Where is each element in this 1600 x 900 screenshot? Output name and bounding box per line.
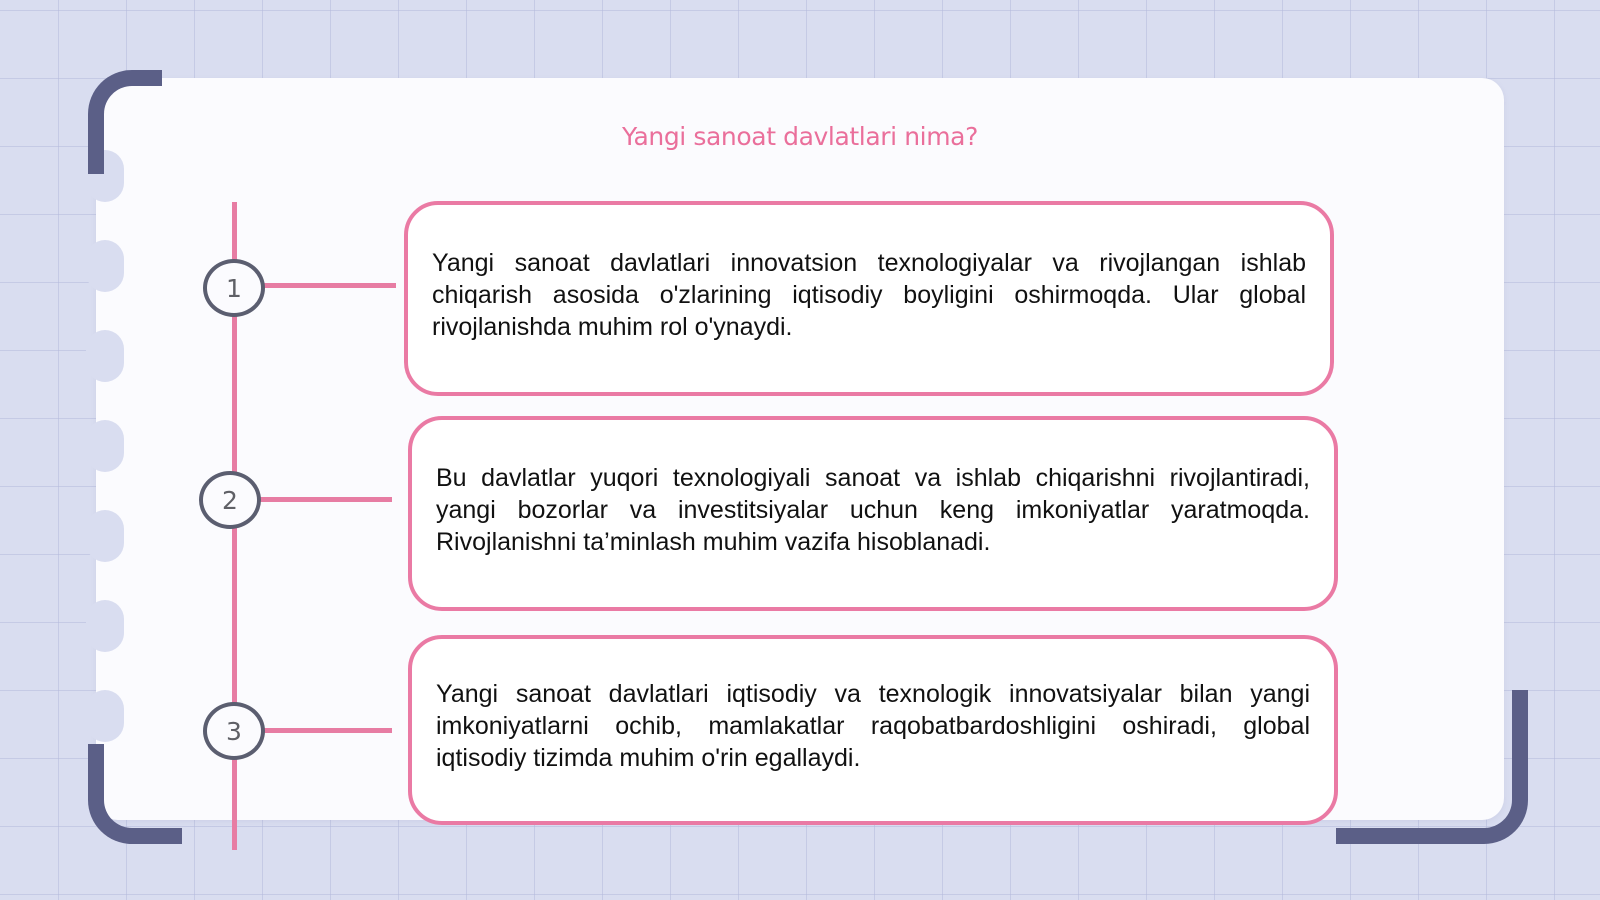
- step-number-1: 1: [203, 259, 265, 317]
- timeline-connector: [264, 728, 392, 733]
- step-card-2: [408, 416, 1338, 611]
- paper-notch: [86, 330, 124, 382]
- paper-notch: [86, 240, 124, 292]
- corner-bracket-top-left: [88, 70, 162, 174]
- paper-notch: [86, 420, 124, 472]
- corner-bracket-bottom-right: [1336, 690, 1528, 844]
- paper-notch: [86, 690, 124, 742]
- timeline-connector: [264, 283, 396, 288]
- paper-notch: [86, 510, 124, 562]
- corner-bracket-bottom-left: [88, 744, 182, 844]
- slide-title: Yangi sanoat davlatlari nima?: [622, 122, 978, 151]
- step-card-text: Bu davlatlar yuqori texnologiyali sanoat va ishlab chiqarishni rivojlantiradi, yangi bozorlar va investitsiyalar uchun keng imkoniyatlar yaratmoqda. Rivojlanishni ta’minlash muhim vazifa hisoblanadi.: [436, 463, 1310, 556]
- paper-notch: [86, 600, 124, 652]
- step-number-2: 2: [199, 471, 261, 529]
- step-card-1: [404, 201, 1334, 396]
- step-card-text: Yangi sanoat davlatlari innovatsion texnologiyalar va rivojlangan ishlab chiqarish asosida o'zlarining iqtisodiy boyligini oshirmoqda. Ular global rivojlanishda muhim rol o'ynaydi.: [432, 248, 1306, 341]
- timeline-connector: [260, 497, 392, 502]
- step-card-3: [408, 635, 1338, 825]
- step-card-text: Yangi sanoat davlatlari iqtisodiy va texnologik innovatsiyalar bilan yangi imkoniyatlarni ochib, mamlakatlar raqobatbardoshligini oshiradi, global iqtisodiy tizimda muhim o'rin egallaydi.: [436, 680, 1310, 772]
- step-number-3: 3: [203, 702, 265, 760]
